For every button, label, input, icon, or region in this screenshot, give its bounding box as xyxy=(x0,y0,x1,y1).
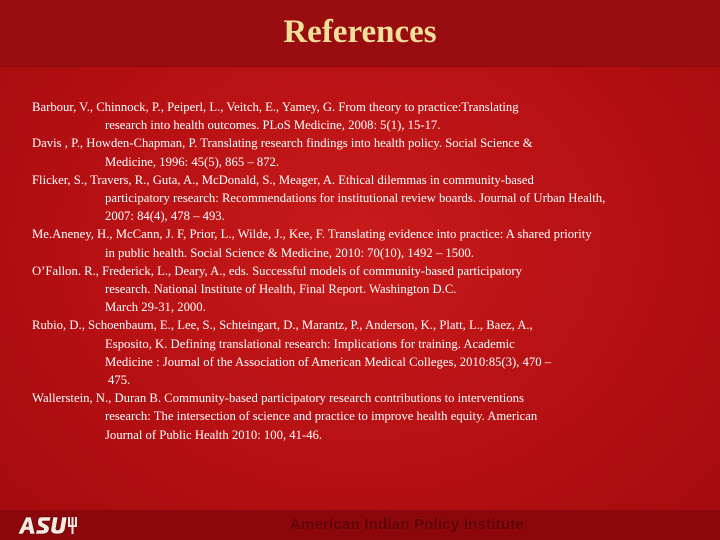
reference-line: March 29-31, 2000. xyxy=(105,300,206,315)
references-list xyxy=(32,98,708,444)
asu-logo xyxy=(16,514,78,536)
reference-item xyxy=(32,316,708,389)
reference-line: Medicine, 1996: 45(5), 865 – 872. xyxy=(105,154,280,169)
footer-institute-name: American Indian Policy Institute xyxy=(290,516,524,533)
reference-line: Barbour, V., Chinnock, P., Peiperl, L., Veitch, E., Yamey, G. From theory to practice:Translating xyxy=(32,100,519,114)
reference-line: participatory research: Recommendations for institutional review boards. Journal of Urban Health, xyxy=(105,191,606,206)
reference-line: Me.Aneney, H., McCann, J. F, Prior, L., Wilde, J., Kee, F. Translating evidence into practice: A shared priority xyxy=(32,227,592,242)
reference-line: Medicine : Journal of the Association of American Medical Colleges, 2010:85(3), 470 – xyxy=(105,354,552,369)
reference-item xyxy=(32,225,708,261)
reference-item xyxy=(32,262,708,317)
reference-line: O’Fallon. R., Frederick, L., Deary, A., eds. Successful models of community-based participatory xyxy=(32,263,522,278)
reference-line: Davis , P., Howden-Chapman, P. Translating research findings into health policy. Social Science & xyxy=(32,136,533,151)
reference-line: Journal of Public Health 2010: 100, 41-46. xyxy=(105,427,323,442)
reference-line: research. National Institute of Health, Final Report. Washington D.C. xyxy=(105,282,457,297)
reference-item xyxy=(32,171,708,226)
slide-title: References xyxy=(283,14,437,50)
reference-line: research into health outcomes. PLoS Medicine, 2008: 5(1), 15-17. xyxy=(105,118,441,133)
reference-line: Rubio, D., Schoenbaum, E., Lee, S., Schteingart, D., Marantz, P., Anderson, K., Platt, L., Baez, A., xyxy=(32,318,533,333)
reference-line: in public health. Social Science & Medicine, 2010: 70(10), 1492 – 1500. xyxy=(105,245,474,260)
reference-item xyxy=(32,389,708,444)
reference-item xyxy=(32,98,708,134)
reference-item xyxy=(32,134,708,170)
reference-line: 475. xyxy=(108,373,131,388)
reference-line: research: The intersection of science and practice to improve health equity. American xyxy=(105,409,538,424)
reference-line: Wallerstein, N., Duran B. Community-based participatory research contributions to interventions xyxy=(32,391,524,406)
reference-line: Flicker, S., Travers, R., Guta, A., McDonald, S., Meager, A. Ethical dilemmas in community-based xyxy=(32,172,534,187)
reference-line: 2007: 84(4), 478 – 493. xyxy=(105,209,225,224)
reference-line: Esposito, K. Defining translational research: Implications for training. Academic xyxy=(105,336,515,351)
